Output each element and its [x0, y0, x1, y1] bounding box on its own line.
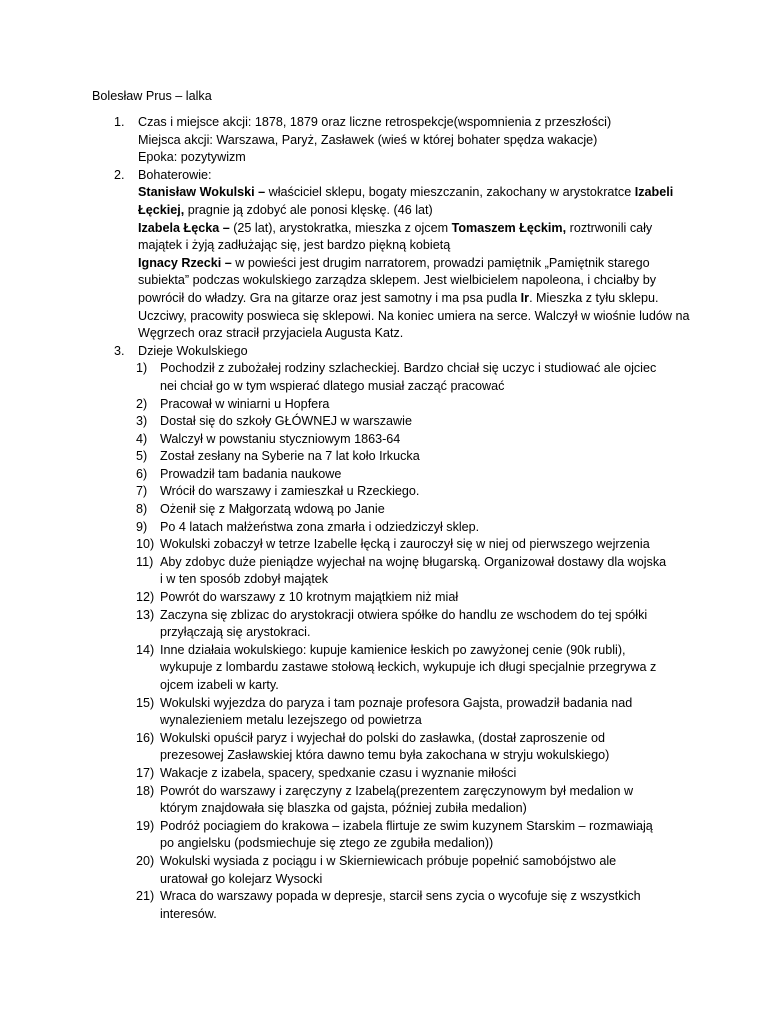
list-item-number: 2) [136, 396, 148, 411]
section-heading: Bohaterowie: [138, 167, 212, 182]
list-item [138, 888, 692, 923]
list-item-line: i w ten sposób zdobył majątek [160, 572, 329, 587]
list-item [138, 536, 692, 554]
list-item-number: 12) [136, 590, 155, 605]
character-reference: Ir [520, 290, 530, 305]
section-number: 1. [114, 115, 125, 129]
list-item-line: ojcem izabeli w karty. [160, 678, 279, 692]
list-item-line: prezesowej Zasławskiej która dawno temu była zakochana w stryju wokulskiego) [160, 748, 610, 763]
list-item-number: 13) [136, 607, 155, 622]
list-item-line: Wokulski wyjezdza do paryza i tam poznaje profesora Gajsta, prowadził badania nad [160, 695, 633, 710]
list-item-number: 5) [136, 449, 148, 464]
section-history [92, 343, 692, 924]
list-item [138, 466, 692, 484]
list-item-line: Wraca do warszawy popada w depresje, starcił sens zycia o wycofuje się z wszystkich [160, 889, 641, 904]
numbered-list [92, 114, 692, 923]
character-name: Stanisław Wokulski – [138, 185, 266, 200]
list-item [138, 360, 692, 395]
section-line: Czas i miejsce akcji: 1878, 1879 oraz liczne retrospekcje(wspomnienia z przeszłości) [138, 115, 612, 129]
list-item-line: Wokulski wysiada z pociągu i w Skierniewicach próbuje popełnić samobójstwo ale [160, 853, 617, 868]
list-item-line: Pochodził z zubożałej rodziny szlacheckiej. Bardzo chciał się uczyc i studiować ale ojciec [160, 361, 657, 376]
section-setting [92, 114, 692, 167]
list-item-number: 7) [136, 484, 148, 499]
list-item-line: Powrót do warszawy i zaręczyny z Izabelą(prezentem zaręczynowym był medalion w [160, 783, 634, 798]
section-line: Epoka: pozytywizm [138, 150, 246, 165]
character-description: właściciel sklepu, bogaty mieszczanin, zakochany w arystokratce [265, 185, 635, 200]
list-item [138, 519, 692, 537]
list-item-number: 1) [136, 361, 148, 376]
list-item-line: Wokulski opuścił paryz i wyjechał do polski do zasławka, (dostał zaproszenie od [160, 730, 605, 745]
list-item [138, 431, 692, 449]
list-item-line: interesów. [160, 906, 217, 921]
section-heading: Dzieje Wokulskiego [138, 343, 248, 358]
history-list [138, 360, 692, 923]
section-line: Miejsca akcji: Warszawa, Paryż, Zasławek (wieś w której bohater spędza wakacje) [138, 132, 598, 147]
list-item-line: Powrót do warszawy z 10 krotnym majątkiem niż miał [160, 590, 459, 605]
list-item-line: po angielsku (podsmiechuje się ztego ze zgubiła medalion)) [160, 836, 494, 851]
list-item [138, 589, 692, 607]
character-reference: Izabeli Łęckiej, [138, 185, 674, 217]
list-item-line: Podróż pociagiem do krakowa – izabela flirtuje ze swim kuzynem Starskim – rozmawiają [160, 818, 653, 833]
character-rzecki [138, 255, 692, 343]
list-item-number: 17) [136, 765, 155, 780]
list-item-line: uratował go kolejarz Wysocki [160, 871, 323, 886]
character-name: Ignacy Rzecki – [138, 255, 232, 270]
list-item-line: przyłączają się arystokraci. [160, 625, 311, 640]
list-item-line: którym znajdowała się blaszka od gajsta, później zubiła medalion) [160, 801, 527, 816]
list-item-line: Wokulski zobaczył w tetrze Izabelle łęcką i zauroczył się w niej od pierwszego wejrzenia [160, 537, 650, 552]
list-item [138, 413, 692, 431]
list-item-line: Wakacje z izabela, spacery, spedxanie czasu i wyznanie miłości [160, 765, 517, 780]
list-item-line: Aby zdobyc duże pieniądze wyjechał na wojnę bługarską. Organizował dostawy dla wojska [160, 554, 667, 569]
list-item [138, 853, 692, 888]
list-item-number: 11) [136, 554, 154, 569]
character-name: Izabela Łęcka – [138, 220, 230, 235]
list-item-line: Prowadził tam badania naukowe [160, 466, 342, 481]
list-item-line: Dostał się do szkoły GŁÓWNEJ w warszawie [160, 414, 412, 429]
list-item-line: Po 4 latach małżeństwa zona zmarła i odziedziczył sklep. [160, 519, 480, 534]
list-item [138, 818, 692, 853]
list-item-line: Walczył w powstaniu styczniowym 1863-64 [160, 431, 401, 446]
list-item-number: 20) [136, 853, 155, 868]
list-item-number: 6) [136, 466, 148, 481]
section-number: 3. [114, 343, 125, 358]
list-item [138, 501, 692, 519]
list-item [138, 554, 692, 589]
list-item [138, 396, 692, 414]
list-item-line: Ożenił się z Małgorzatą wdową po Janie [160, 502, 385, 517]
list-item-line: Wrócił do warszawy i zamieszkał u Rzeckiego. [160, 484, 420, 499]
list-item [138, 607, 692, 642]
list-item-number: 10) [136, 537, 155, 552]
list-item-number: 21) [136, 889, 155, 904]
list-item [138, 783, 692, 818]
character-description: (25 lat), arystokratka, mieszka z ojcem [229, 220, 452, 235]
list-item-line: wykupuje z lombardu zastawe stołową łeckich, wykupuje ich długi specjalnie przegrywa z [160, 660, 657, 675]
list-item [138, 730, 692, 765]
list-item [138, 448, 692, 466]
list-item [138, 765, 692, 783]
list-item [138, 695, 692, 730]
character-wokulski [138, 184, 692, 219]
character-izabela [138, 220, 692, 255]
list-item [138, 642, 692, 695]
list-item-number: 3) [136, 414, 148, 429]
list-item-number: 16) [136, 730, 155, 745]
list-item-number: 15) [136, 695, 155, 710]
character-description: . Mieszka z tyłu sklepu. Uczciwy, pracowity poswieca się sklepowi. Na koniec umiera na serce. Walczył w wiośnie ludów na Węgrzech oraz stracił przyjaciela Augusta Katz. [138, 290, 690, 341]
list-item-number: 14) [136, 642, 155, 657]
list-item-line: Pracował w winiarni u Hopfera [160, 396, 330, 411]
character-description: w powieści jest drugim narratorem, prowadzi pamiętnik „Pamiętnik starego subiekta” podczas wokulskiego zarządza sklepem. Jest wielbicielem napoleona, i chciałby by powrócił do władzy. Gra na gitarze oraz jest samotny i ma psa pudla [138, 255, 657, 305]
list-item-number: 9) [136, 519, 148, 534]
character-reference: Tomaszem Łęckim, [451, 220, 567, 235]
character-description: roztrwonili cały majątek i żyją zadłużając się, jest bardzo piękną kobietą [138, 220, 653, 253]
list-item-number: 4) [136, 431, 148, 446]
section-number: 2. [114, 167, 125, 182]
list-item-line: wynalezieniem metalu lezejszego od powietrza [160, 713, 422, 728]
list-item-number: 18) [136, 783, 155, 798]
list-item-line: nei chciał go w tym wspierać dlatego musiał zacząć pracować [160, 378, 505, 393]
character-description: pragnie ją zdobyć ale ponosi klęskę. (46 lat) [184, 202, 433, 217]
list-item-line: Inne działaia wokulskiego: kupuje kamienice łeskich po zawyżonej cenie (90k rubli), [160, 642, 626, 657]
list-item-line: Został zesłany na Syberie na 7 lat koło Irkucka [160, 449, 420, 464]
list-item-line: Zaczyna się zblizac do arystokracji otwiera spółke do handlu ze wschodem do tej spółki [160, 607, 648, 622]
document-title: Bolesław Prus – lalka [92, 89, 212, 103]
list-item-number: 19) [136, 818, 155, 833]
list-item-number: 8) [136, 502, 148, 517]
section-characters [92, 167, 692, 343]
list-item [138, 483, 692, 501]
